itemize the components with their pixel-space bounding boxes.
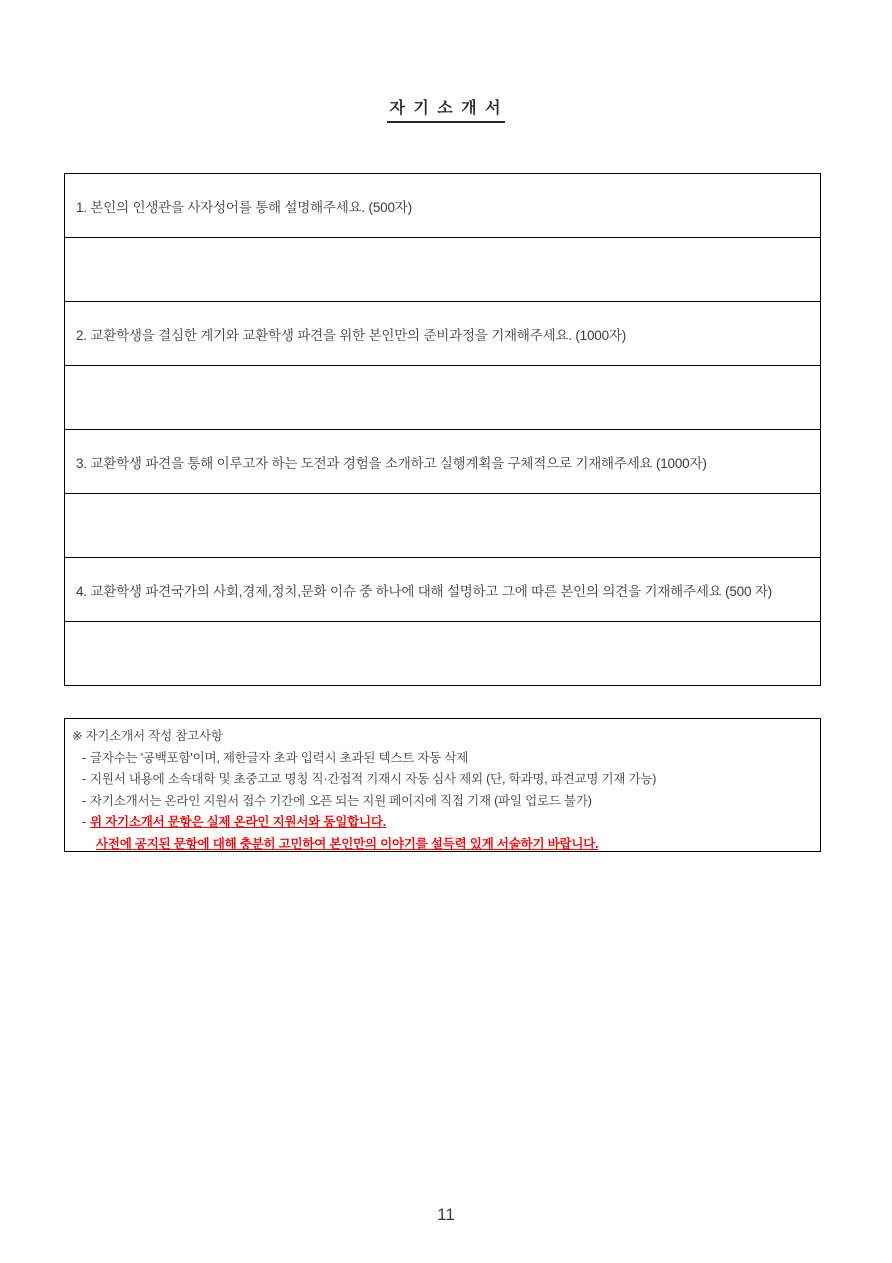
note-item-warning: [72, 834, 810, 856]
question-3-label-cell: [65, 430, 820, 494]
page-number: 11: [437, 1205, 455, 1224]
note-item-text: 자기소개서는 온라인 지원서 접수 기간에 오픈 되는 지원 페이지에 직접 기재 (파일 업로드 불가): [89, 793, 592, 808]
page-title: [0, 84, 892, 123]
question-3-text: 3. 교환학생 파견을 통해 이루고자 하는 도전과 경험을 소개하고 실행계획을 구체적으로 기재해주세요 (1000자): [76, 455, 707, 471]
question-4-text: 4. 교환학생 파견국가의 사회,경제,정치,문화 이슈 중 하나에 대해 설명하고 그에 따른 본인의 의견을 기재해주세요 (500 자): [76, 583, 772, 599]
warning-text-line-2: 사전에 공지된 문항에 대해 충분히 고민하여 본인만의 이야기를 설득력 있게 서술하기 바랍니다.: [96, 836, 599, 851]
question-2-label-cell: [65, 302, 820, 366]
note-item-text: 지원서 내용에 소속대학 및 초중고교 명칭 직·간접적 기재시 자동 심사 제외 (단, 학과명, 파견교명 기재 가능): [89, 772, 657, 786]
note-item: [72, 748, 810, 770]
dash-bullet: -: [82, 750, 86, 765]
dash-bullet: -: [82, 815, 86, 829]
note-item-text: 글자수는 '공백포함'이며, 제한글자 초과 입력시 초과된 텍스트 자동 삭제: [89, 750, 469, 765]
question-1-text: 1. 본인의 인생관을 사자성어를 통해 설명해주세요. (500자): [76, 199, 412, 215]
question-2-answer-cell: [65, 366, 820, 430]
note-item: [72, 791, 810, 813]
warning-text-line-1: 위 자기소개서 문항은 실제 온라인 지원서와 동일합니다.: [89, 815, 387, 829]
notes-heading: [72, 726, 810, 748]
question-4-answer-cell: [65, 622, 820, 685]
question-3-answer-cell: [65, 494, 820, 558]
questions-table: [64, 173, 821, 686]
dash-bullet: -: [82, 793, 86, 808]
question-1-label-cell: [65, 174, 820, 238]
question-2-text: 2. 교환학생을 결심한 계기와 교환학생 파견을 위한 본인만의 준비과정을 기재해주세요. (1000자): [76, 327, 627, 343]
page-title-text: 자 기 소 개 서: [387, 95, 504, 123]
note-item: [72, 769, 810, 791]
question-1-answer-cell: [65, 238, 820, 302]
notes-heading-text: ※ 자기소개서 작성 참고사항: [72, 729, 223, 743]
question-4-label-cell: [65, 558, 820, 622]
note-item-warning: [72, 812, 810, 834]
dash-bullet: -: [82, 772, 86, 786]
notes-box: [64, 718, 821, 852]
